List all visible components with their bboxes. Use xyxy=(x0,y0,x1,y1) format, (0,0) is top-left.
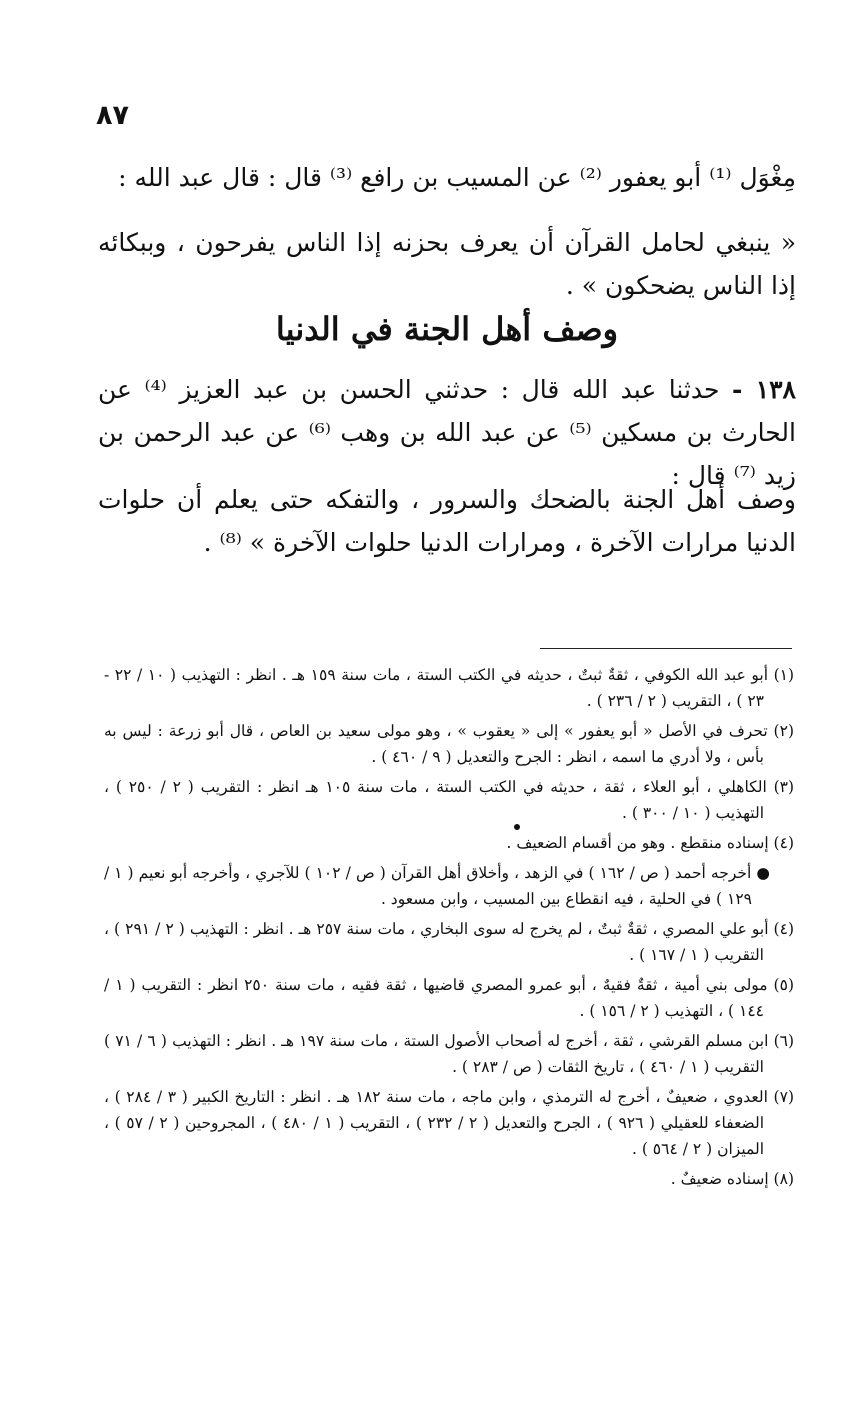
ink-dot xyxy=(514,824,520,830)
footnote-8: (٨) إسناده ضعيفٌ . xyxy=(670,1170,794,1188)
footnote-2: (٢) تحرف في الأصل « أبو يعفور » إلى « يعقوب » ، وهو مولى سعيد بن العاص ، قال أبو زرعة : ليس به بأس ، ولا أدري ما اسمه ، انظر : الجرح والتعديل ( ٩ / ٤٦٠ ) . xyxy=(104,722,794,766)
hadith-text: وصف أهل الجنة بالضحك والسرور ، والتفكه حتى يعلم أن حلوات الدنيا مرارات الآخرة ، ومرارات الدنيا حلوات الآخرة » ⁽⁸⁾ . xyxy=(98,485,796,557)
hadith-chain: حدثنا عبد الله قال : حدثني الحسن بن عبد العزيز ⁽⁴⁾ عن الحارث بن مسكين ⁽⁵⁾ عن عبد الله بن وهب ⁽⁶⁾ عن عبد الرحمن بن زيد ⁽⁷⁾ قال : xyxy=(98,375,796,490)
footnotes xyxy=(104,662,794,1196)
footnote-3: (٣) الكاهلي ، أبو العلاء ، ثقة ، حديثه في الكتب الستة ، مات سنة ١٠٥ هـ انظر : التقريب ( ٢ / ٢٥٠ ) ، التهذيب ( ١٠ / ٣٠٠ ) . xyxy=(104,778,795,822)
section-heading: وصف أهل الجنة في الدنيا xyxy=(275,310,619,348)
footnote-5: (٥) مولى بني أمية ، ثقةٌ فقيهٌ ، أبو عمرو المصري قاضيها ، ثقة فقيه ، مات سنة ٢٥٠ انظر : التقريب ( ١ / ١٤٤ ) ، التهذيب ( ٢ / ١٥٦ ) . xyxy=(104,976,794,1020)
quote-paragraph: « ينبغي لحامل القرآن أن يعرف بحزنه إذا الناس يفرحون ، وببكائه إذا الناس يضحكون » . xyxy=(98,228,796,300)
footnote-6: (٦) ابن مسلم القرشي ، ثقة ، أخرج له أصحاب الأصول الستة ، مات سنة ١٩٧ هـ . انظر : التهذيب ( ٦ / ٧١ ) التقريب ( ١ / ٤٦٠ ) ، تاريخ الثقات ( ص / ٢٨٣ ) . xyxy=(104,1032,795,1076)
footnote-4b: (٤) أبو علي المصري ، ثقةٌ ثبتٌ ، لم يخرج له سوى البخاري ، مات سنة ٢٥٧ هـ . انظر : التهذيب ( ٢ / ٢٩١ ) ، التقريب ( ١ / ١٦٧ ) . xyxy=(104,920,794,964)
footnote-1: (١) أبو عبد الله الكوفي ، ثقةٌ ثبتٌ ، حديثه في الكتب الستة ، مات سنة ١٥٩ هـ . انظر : التهذيب ( ١٠ / ٢٢ - ٢٣ ) ، التقريب ( ٢ / ٢٣٦ ) . xyxy=(104,666,795,710)
narration-end: مِغْوَل ⁽¹⁾ أبو يعفور ⁽²⁾ عن المسيب بن رافع ⁽³⁾ قال : قال عبد الله : xyxy=(118,163,796,192)
footnote-4-takhrij: ● أخرجه أحمد ( ص / ١٦٢ ) في الزهد ، وأخلاق أهل القرآن ( ص / ١٠٢ ) للآجري ، وأخرجه أبو نعيم ( ١ / ١٢٩ ) في الحلية ، فيه انقطاع بين المسيب ، وابن مسعود . xyxy=(104,864,770,908)
footnote-4: (٤) إسناده منقطع . وهو من أقسام الضعيف . xyxy=(506,834,794,852)
page-number: ٨٧ xyxy=(96,100,129,131)
hadith-number: ١٣٨ - xyxy=(732,375,796,404)
footnote-7: (٧) العدوي ، ضعيفٌ ، أخرج له الترمذي ، وابن ماجه ، مات سنة ١٨٢ هـ . انظر : التاريخ الكبير ( ٣ / ٢٨٤ ) ، الضعفاء للعقيلي ( ٩٢٦ ) ، الجرح والتعديل ( ٢ / ٢٣٢ ) ، التقريب ( ١ / ٤٨٠ ) ، المجروحين ( ٢ / ٥٧ ) ، الميزان ( ٢ / ٥٦٤ ) . xyxy=(104,1088,794,1158)
footnote-divider xyxy=(540,648,792,649)
